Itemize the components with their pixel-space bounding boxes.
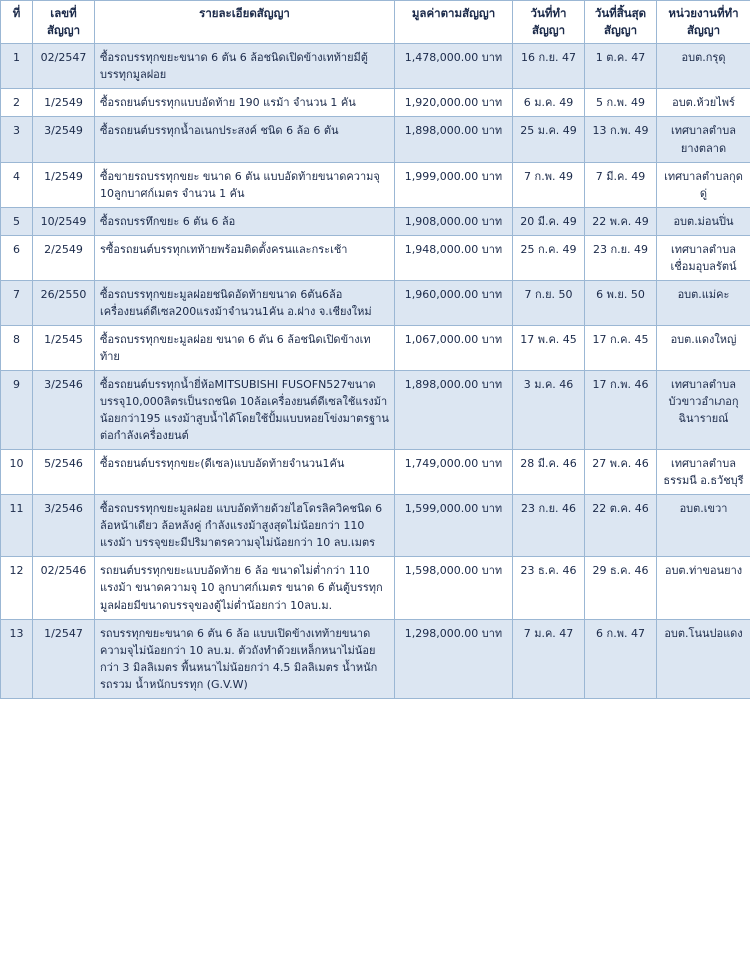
cell-date-end: 23 ก.ย. 49: [585, 235, 657, 280]
cell-contract-no: 1/2547: [33, 619, 95, 698]
cell-date-end: 22 พ.ค. 49: [585, 207, 657, 235]
cell-date-start: 25 ม.ค. 49: [513, 117, 585, 162]
cell-value: 1,478,000.00 บาท: [395, 44, 513, 89]
cell-date-end: 13 ก.พ. 49: [585, 117, 657, 162]
cell-contract-no: 1/2545: [33, 325, 95, 370]
cell-value: 1,599,000.00 บาท: [395, 495, 513, 557]
cell-date-end: 17 ก.ค. 45: [585, 325, 657, 370]
table-row: [1, 557, 750, 619]
cell-date-start: 25 ก.ค. 49: [513, 235, 585, 280]
cell-detail: ซื้อรถบรรทึกขยะ 6 ตัน 6 ล้อ: [95, 207, 395, 235]
cell-detail: ซื้อรถบรรทุกขยะมูลฝอย แบบอัดท้ายด้วยไฮโดรลิควิคชนิด 6 ล้อหน้าเดียว ล้อหลังคู่ กำลังแรงม้าสูงสุดไม่น้อยกว่า 110 แรงม้า บรรจุขยะมีปริมาตรความจุไม่น้อยกว่า 10 ลบ.เมตร: [95, 495, 395, 557]
cell-value: 1,920,000.00 บาท: [395, 89, 513, 117]
cell-agency: อบต.แม่คะ: [657, 280, 750, 325]
cell-date-end: 6 พ.ย. 50: [585, 280, 657, 325]
cell-no: 2: [1, 89, 33, 117]
cell-date-start: 20 มี.ค. 49: [513, 207, 585, 235]
table-row: [1, 162, 750, 207]
cell-detail: ซื้อรถบรรทุกขยะมูลฝอยชนิดอัดท้ายขนาด 6ตัน6ล้อ เครื่องยนต์ดีเซล200แรงม้าจำนวน1คัน อ.ฝาง จ.เชียงใหม่: [95, 280, 395, 325]
cell-date-end: 27 พ.ค. 46: [585, 450, 657, 495]
table-body: [1, 44, 750, 698]
table-row: [1, 44, 750, 89]
cell-value: 1,067,000.00 บาท: [395, 325, 513, 370]
cell-no: 12: [1, 557, 33, 619]
table-row: [1, 495, 750, 557]
cell-date-start: 7 ก.พ. 49: [513, 162, 585, 207]
cell-agency: อบต.โนนปอแดง: [657, 619, 750, 698]
cell-contract-no: 2/2549: [33, 235, 95, 280]
cell-no: 13: [1, 619, 33, 698]
cell-agency: เทศบาลตำบลธรรมนี อ.ธวัชบุรี: [657, 450, 750, 495]
cell-agency: เทศบาลตำบลเชื่อมอุบลรัตน์: [657, 235, 750, 280]
table-row: [1, 235, 750, 280]
column-header-no: ที่: [1, 1, 33, 44]
column-header-agency: หน่วยงานที่ทำ สัญญา: [657, 1, 750, 44]
cell-value: 1,298,000.00 บาท: [395, 619, 513, 698]
cell-no: 4: [1, 162, 33, 207]
cell-agency: อบต.ห้วยไพร์: [657, 89, 750, 117]
table-row: [1, 89, 750, 117]
table-row: [1, 450, 750, 495]
cell-date-end: 5 ก.พ. 49: [585, 89, 657, 117]
cell-detail: ซื้อรถยนต์บรรทุกน้ำอเนกประสงค์ ชนิด 6 ล้อ 6 ตัน: [95, 117, 395, 162]
cell-date-start: 23 ก.ย. 46: [513, 495, 585, 557]
cell-date-end: 22 ต.ค. 46: [585, 495, 657, 557]
cell-date-start: 16 ก.ย. 47: [513, 44, 585, 89]
cell-no: 5: [1, 207, 33, 235]
cell-detail: รถบรรทุกขยะขนาด 6 ตัน 6 ล้อ แบบเปิดข้างเทท้ายขนาดความจุไม่น้อยกว่า 10 ลบ.ม. ตัวถังทำด้วยเหล็กหนาไม่น้อยกว่า 3 มิลลิเมตร พื้นหนาไม่น้อยกว่า 4.5 มิลลิเมตร น้ำหนักรถรวม น้ำหนักบรรทุก (G.V.W): [95, 619, 395, 698]
cell-no: 7: [1, 280, 33, 325]
cell-contract-no: 3/2549: [33, 117, 95, 162]
table-row: [1, 280, 750, 325]
cell-agency: อบต.เขวา: [657, 495, 750, 557]
cell-contract-no: 3/2546: [33, 371, 95, 450]
cell-no: 9: [1, 371, 33, 450]
table-header: [1, 1, 750, 44]
cell-date-end: 6 ก.พ. 47: [585, 619, 657, 698]
cell-date-start: 23 ธ.ค. 46: [513, 557, 585, 619]
cell-date-start: 17 พ.ค. 45: [513, 325, 585, 370]
cell-no: 1: [1, 44, 33, 89]
cell-value: 1,960,000.00 บาท: [395, 280, 513, 325]
cell-agency: เทศบาลตำบลยางตลาด: [657, 117, 750, 162]
column-header-value: มูลค่าตามสัญญา: [395, 1, 513, 44]
cell-no: 11: [1, 495, 33, 557]
cell-agency: อบต.ท่าขอนยาง: [657, 557, 750, 619]
cell-date-end: 1 ต.ค. 47: [585, 44, 657, 89]
cell-detail: ซื้อรถบรรทุกขยะมูลฝอย ขนาด 6 ตัน 6 ล้อชนิดเปิดข้างเทท้าย: [95, 325, 395, 370]
cell-contract-no: 5/2546: [33, 450, 95, 495]
cell-value: 1,598,000.00 บาท: [395, 557, 513, 619]
cell-date-end: 29 ธ.ค. 46: [585, 557, 657, 619]
cell-agency: เทศบาลตำบลบัวขาวอำเภอกุฉินารายณ์: [657, 371, 750, 450]
cell-date-start: 6 ม.ค. 49: [513, 89, 585, 117]
cell-value: 1,999,000.00 บาท: [395, 162, 513, 207]
cell-no: 8: [1, 325, 33, 370]
cell-date-start: 7 ก.ย. 50: [513, 280, 585, 325]
cell-contract-no: 3/2546: [33, 495, 95, 557]
cell-agency: อบต.ม่อนปิ่น: [657, 207, 750, 235]
cell-detail: ซื้อขายรถบรรทุกขยะ ขนาด 6 ตัน แบบอัดท้ายขนาดความจุ 10ลูกบาศก์เมตร จำนวน 1 คัน: [95, 162, 395, 207]
cell-no: 6: [1, 235, 33, 280]
cell-detail: รถยนต์บรรทุกขยะแบบอัดท้าย 6 ล้อ ขนาดไม่ต่ำกว่า 110 แรงม้า ขนาดความจุ 10 ลูกบาศก์เมตร ขนาด 6 ตันตู้บรรทุกมูลฝอยมีขนาดบรรจุของตู้ไม่ต่ำน้อยกว่า 10ลบ.ม.: [95, 557, 395, 619]
cell-value: 1,948,000.00 บาท: [395, 235, 513, 280]
column-header-contract-no: เลขที่ สัญญา: [33, 1, 95, 44]
cell-contract-no: 26/2550: [33, 280, 95, 325]
cell-date-start: 28 มี.ค. 46: [513, 450, 585, 495]
cell-detail: ซื้อรถยนต์บรรทุกน้ำยี่ห้อMITSUBISHI FUSOFN527ขนาดบรรจุ10,000ลิตรเป็นรถชนิด 10ล้อเครื่องยนต์ดีเซลใช้แรงม้าน้อยกว่า195 แรงม้าสูบน้ำได้โดยใช้ปั้มแบบหอยโข่งมาตรฐานต่อกำลังเครื่องยนต์: [95, 371, 395, 450]
table-row: [1, 619, 750, 698]
cell-date-start: 7 ม.ค. 47: [513, 619, 585, 698]
table-row: [1, 371, 750, 450]
cell-agency: เทศบาลตำบลกุดดู่: [657, 162, 750, 207]
column-header-date-end: วันที่สิ้นสุด สัญญา: [585, 1, 657, 44]
cell-agency: อบต.แดงใหญ่: [657, 325, 750, 370]
cell-contract-no: 10/2549: [33, 207, 95, 235]
column-header-detail: รายละเอียดสัญญา: [95, 1, 395, 44]
cell-contract-no: 1/2549: [33, 162, 95, 207]
cell-contract-no: 02/2546: [33, 557, 95, 619]
table-row: [1, 207, 750, 235]
cell-value: 1,898,000.00 บาท: [395, 371, 513, 450]
table-header-row: [1, 1, 750, 44]
cell-detail: ซื้อรถบรรทุกขยะขนาด 6 ตัน 6 ล้อชนิดเปิดข้างเทท้ายมีตู้บรรทุกมูลฝอย: [95, 44, 395, 89]
cell-date-start: 3 ม.ค. 46: [513, 371, 585, 450]
table-row: [1, 117, 750, 162]
cell-contract-no: 02/2547: [33, 44, 95, 89]
cell-detail: รซื้อรถยนต์บรรทุกเทท้ายพร้อมติดตั้งครนและกระเช้า: [95, 235, 395, 280]
cell-date-end: 7 มี.ค. 49: [585, 162, 657, 207]
cell-value: 1,898,000.00 บาท: [395, 117, 513, 162]
table-row: [1, 325, 750, 370]
cell-no: 3: [1, 117, 33, 162]
cell-value: 1,908,000.00 บาท: [395, 207, 513, 235]
column-header-date-start: วันที่ทำ สัญญา: [513, 1, 585, 44]
cell-no: 10: [1, 450, 33, 495]
cell-agency: อบต.กรุดุ: [657, 44, 750, 89]
cell-detail: ซื้อรถยนต์บรรทุกแบบอัดท้าย 190 แรม้า จำนวน 1 คัน: [95, 89, 395, 117]
cell-contract-no: 1/2549: [33, 89, 95, 117]
cell-value: 1,749,000.00 บาท: [395, 450, 513, 495]
cell-detail: ซื้อรถยนต์บรรทุกขยะ(ดีเซล)แบบอัดท้ายจำนวน1คัน: [95, 450, 395, 495]
cell-date-end: 17 ก.พ. 46: [585, 371, 657, 450]
